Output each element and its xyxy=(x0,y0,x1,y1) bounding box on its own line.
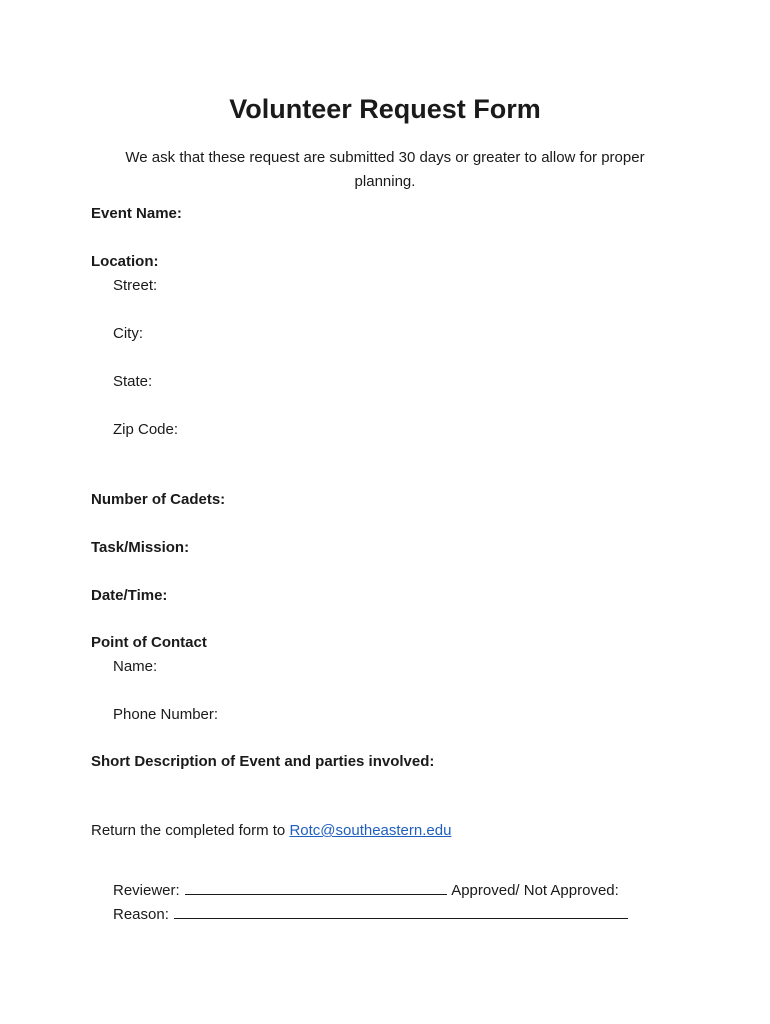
location-label: Location: xyxy=(91,253,159,270)
point-of-contact-label: Point of Contact xyxy=(91,634,207,651)
state-field[interactable] xyxy=(235,371,675,393)
event-name-field[interactable] xyxy=(235,203,675,225)
reason-blank[interactable] xyxy=(174,904,628,919)
return-text: Return the completed form to xyxy=(91,822,286,839)
reason-line xyxy=(113,904,629,923)
city-label: City: xyxy=(113,325,143,342)
short-description-field[interactable] xyxy=(91,777,675,811)
event-name-label: Event Name: xyxy=(91,205,182,222)
reviewer-line xyxy=(113,880,619,899)
task-mission-label: Task/Mission: xyxy=(91,539,190,556)
phone-number-field[interactable] xyxy=(245,704,675,726)
zip-code-label: Zip Code: xyxy=(113,421,179,438)
state-label: State: xyxy=(113,373,153,390)
number-of-cadets-label: Number of Cadets: xyxy=(91,491,226,508)
return-instructions xyxy=(91,822,451,839)
task-mission-field[interactable] xyxy=(235,537,675,559)
approval-status-label: Approved/ Not Approved: xyxy=(451,882,619,899)
contact-name-field[interactable] xyxy=(235,656,675,678)
reason-label: Reason: xyxy=(113,906,169,923)
date-time-label: Date/Time: xyxy=(91,587,168,604)
return-email-link[interactable]: Rotc@southeastern.edu xyxy=(289,822,452,839)
city-field[interactable] xyxy=(235,323,675,345)
reviewer-blank[interactable] xyxy=(185,880,447,895)
street-field[interactable] xyxy=(235,275,675,297)
date-time-field[interactable] xyxy=(235,585,675,607)
form-instructions: We ask that these request are submitted 30 days or greater to allow for proper planning. xyxy=(125,149,645,190)
contact-name-label: Name: xyxy=(113,658,158,675)
short-description-label: Short Description of Event and parties involved: xyxy=(91,753,435,770)
street-label: Street: xyxy=(113,277,158,294)
page-title: Volunteer Request Form xyxy=(229,94,541,124)
reviewer-label: Reviewer: xyxy=(113,882,180,899)
phone-number-label: Phone Number: xyxy=(113,706,219,723)
number-of-cadets-field[interactable] xyxy=(240,489,680,511)
zip-code-field[interactable] xyxy=(235,419,675,441)
